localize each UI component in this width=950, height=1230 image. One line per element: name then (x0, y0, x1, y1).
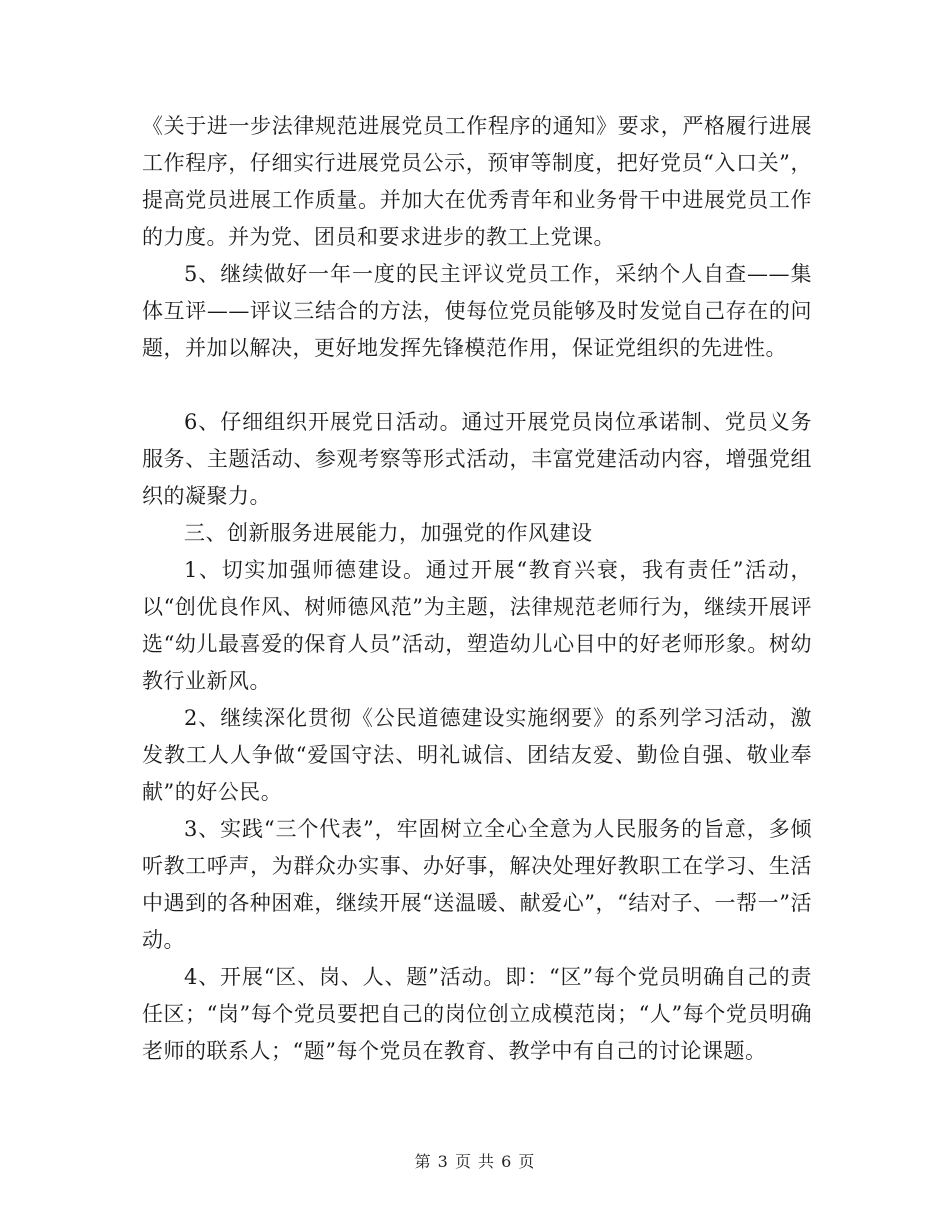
paragraph-item-4: 4、开展“区、岗、人、题”活动。即：“区”每个党员明确自己的责任区；“岗”每个党员要把自己的岗位创立成模范岗；“人”每个党员明确老师的联系人；“题”每个党员在教育、教学中有自己的讨论课题。 (142, 965, 812, 1063)
paragraph-item-3: 3、实践“三个代表”，牢固树立全心全意为人民服务的旨意，多倾听教工呼声，为群众办实事、办好事，解决处理好教职工在学习、生活中遇到的各种困难，继续开展“送温暖、献爱心”，“结对子、一帮一”活动。 (142, 817, 812, 952)
document-body (142, 108, 812, 1070)
paragraph-item-1: 1、切实加强师德建设。通过开展“教育兴衰，我有责任”活动，以“创优良作风、树师德风范”为主题，法律规范老师行为，继续开展评选“幼儿最喜爱的保育人员”活动，塑造幼儿心目中的好老师形象。树幼教行业新风。 (142, 558, 812, 693)
page-footer: 第 3 页 共 6 页 (414, 1152, 536, 1171)
paragraph-item-2: 2、继续深化贯彻《公民道德建设实施纲要》的系列学习活动，激发教工人人争做“爱国守法、明礼诚信、团结友爱、勤俭自强、敬业奉献”的好公民。 (142, 706, 812, 804)
paragraph-item-5: 5、继续做好一年一度的民主评议党员工作，采纳个人自查——集体互评——评议三结合的方法，使每位党员能够及时发觉自己存在的问题，并加以解决，更好地发挥先锋模范作用，保证党组织的先进性。 (142, 262, 812, 360)
section-heading-3: 三、创新服务进展能力，加强党的作风建设 (184, 521, 593, 545)
paragraph-item-6: 6、仔细组织开展党日活动。通过开展党员岗位承诺制、党员义务服务、主题活动、参观考察等形式活动，丰富党建活动内容，增强党组织的凝聚力。 (142, 410, 812, 508)
paragraph-continuation: 《关于进一步法律规范进展党员工作程序的通知》要求，严格履行进展工作程序，仔细实行进展党员公示，预审等制度，把好党员“入口关”，提高党员进展工作质量。并加大在优秀青年和业务骨干中进展党员工作的力度。并为党、团员和要求进步的教工上党课。 (142, 114, 812, 249)
